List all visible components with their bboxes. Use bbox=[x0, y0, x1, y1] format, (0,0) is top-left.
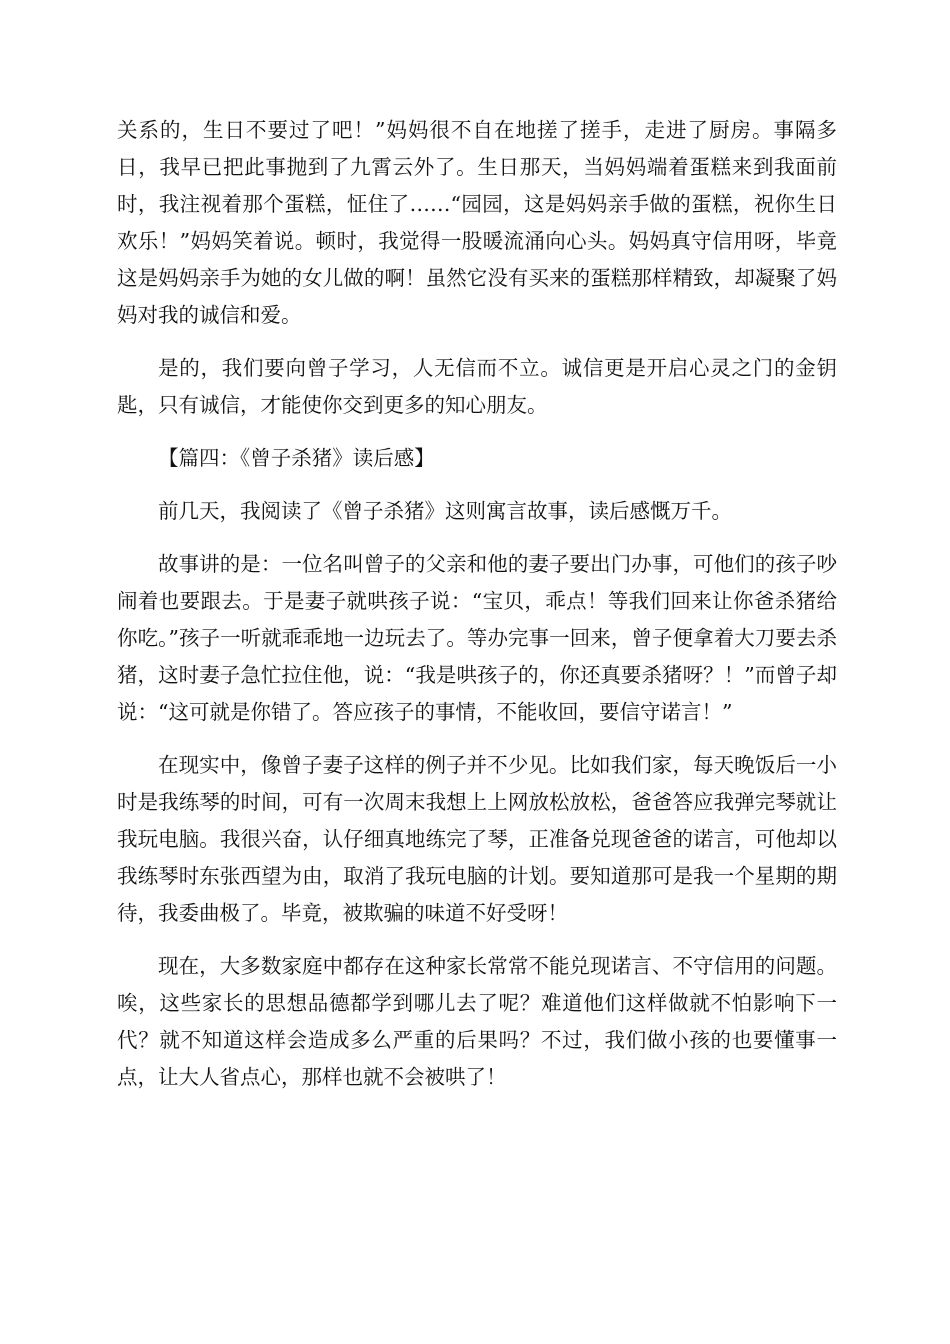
paragraph-learn-from-zengzi: 是的，我们要向曾子学习，人无信而不立。诚信更是开启心灵之门的金钥匙，只有诚信，才能使你交到更多的知心朋友。 bbox=[117, 356, 837, 417]
paragraph-conclusion: 现在，大多数家庭中都存在这种家长常常不能兑现诺言、不守信用的问题。唉，这些家长的思想品德都学到哪儿去了呢？难道他们这样做就不怕影响下一代？就不知道这样会造成多么严重的后果吗？不过，我们做小孩的也要懂事一点，让大人省点心，那样也就不会被哄了！ bbox=[117, 954, 837, 1089]
paragraph-real-life: 在现实中，像曾子妻子这样的例子并不少见。比如我们家，每天晚饭后一小时是我练琴的时间，可有一次周末我想上上网放松放松，爸爸答应我弹完琴就让我玩电脑。我很兴奋，认仔细真地练完了琴，正准备兑现爸爸的诺言，可他却以我练琴时东张西望为由，取消了我玩电脑的计划。要知道那可是我一个星期的期待，我委曲极了。毕竟，被欺骗的味道不好受呀！ bbox=[117, 753, 837, 925]
section-heading: 【篇四：《曾子杀猪》读后感】 bbox=[158, 446, 435, 470]
paragraph-story: 故事讲的是：一位名叫曾子的父亲和他的妻子要出门办事，可他们的孩子吵闹着也要跟去。于是妻子就哄孩子说：“宝贝，乖点！等我们回来让你爸杀猪给你吃。”孩子一听就乖乖地一边玩去了。等办完事一回来，曾子便拿着大刀要去杀猪，这时妻子急忙拉住他，说：“我是哄孩子的，你还真要杀猪呀？！”而曾子却说：“这可就是你错了。答应孩子的事情，不能收回，要信守诺言！” bbox=[117, 552, 837, 724]
paragraph-intro: 前几天，我阅读了《曾子杀猪》这则寓言故事，读后感慨万千。 bbox=[158, 499, 732, 523]
document-page bbox=[117, 112, 837, 1112]
paragraph-birthday-cake: 关系的，生日不要过了吧！”妈妈很不自在地搓了搓手，走进了厨房。事隔多日，我早已把此事抛到了九霄云外了。生日那天，当妈妈端着蛋糕来到我面前时，我注视着那个蛋糕，怔住了……“园园，这是妈妈亲手做的蛋糕，祝你生日欢乐！”妈妈笑着说。顿时，我觉得一股暖流涌向心头。妈妈真守信用呀，毕竟这是妈妈亲手为她的女儿做的啊！虽然它没有买来的蛋糕那样精致，却凝聚了妈妈对我的诚信和爱。 bbox=[117, 118, 837, 327]
